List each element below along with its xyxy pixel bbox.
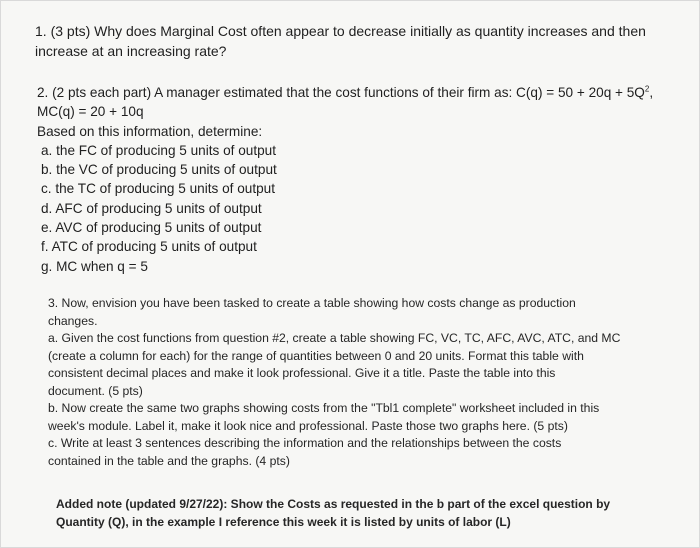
question-2-part-f: f. ATC of producing 5 units of output [41,239,257,255]
question-3-line: a. Given the cost functions from question #2, create a table showing FC, VC, TC, AFC, AVC, ATC, and MC [48,331,621,345]
question-2-part-b: b. the VC of producing 5 units of output [41,162,277,178]
comma: , [649,85,654,100]
exponent: 2 [644,84,650,94]
question-2-part-a: a. the FC of producing 5 units of output [41,142,277,158]
question-1 [35,21,675,61]
marginal-cost-function: MC(q) = 20 + 10q [37,104,144,120]
added-note [56,495,656,531]
question-2-part-c: c. the TC of producing 5 units of output [41,181,276,197]
question-1-line-1: 1. (3 pts) Why does Marginal Cost often appear to decrease initially as quantity increases and then [35,23,646,39]
added-note-line-2: Quantity (Q), in the example I reference this week it is listed by units of labor (L) [56,515,511,529]
question-2-line-1 [37,83,677,102]
question-3-line: document. (5 pts) [48,383,143,398]
question-3-line: contained in the table and the graphs. (4 pts) [48,453,290,468]
question-3-line: week's module. Label it, make it look nice and professional. Paste those two graphs here. (5 pts) [48,418,568,433]
question-1-line-2: increase at an increasing rate? [35,43,227,59]
question-3-line: consistent decimal places and make it look professional. Give it a title. Paste the table into this [48,366,556,380]
question-2-part-d: d. AFC of producing 5 units of output [41,200,262,216]
question-3-line: b. Now create the same two graphs showing costs from the "Tbl1 complete" worksheet included in this [48,401,600,415]
added-note-line-1: Added note (updated 9/27/22): Show the Costs as requested in the b part of the excel question by [56,497,611,511]
question-2-part-g: g. MC when q = 5 [41,258,148,274]
question-3-line: changes. [48,313,98,328]
question-3-line: (create a column for each) for the range of quantities between 0 and 20 units. Format this table with [48,348,584,363]
question-2-intro: Based on this information, determine: [37,123,263,139]
question-2 [37,83,677,276]
question-2-part-e: e. AVC of producing 5 units of output [41,220,262,236]
cost-function-text: 2. (2 pts each part) A manager estimated that the cost functions of their firm as: C(q) = 50 + 20q + 5Q [37,85,645,100]
question-3-line: c. Write at least 3 sentences describing the information and the relationships between the costs [48,436,562,450]
question-3 [48,295,648,470]
question-3-line: 3. Now, envision you have been tasked to create a table showing how costs change as production [48,296,576,310]
